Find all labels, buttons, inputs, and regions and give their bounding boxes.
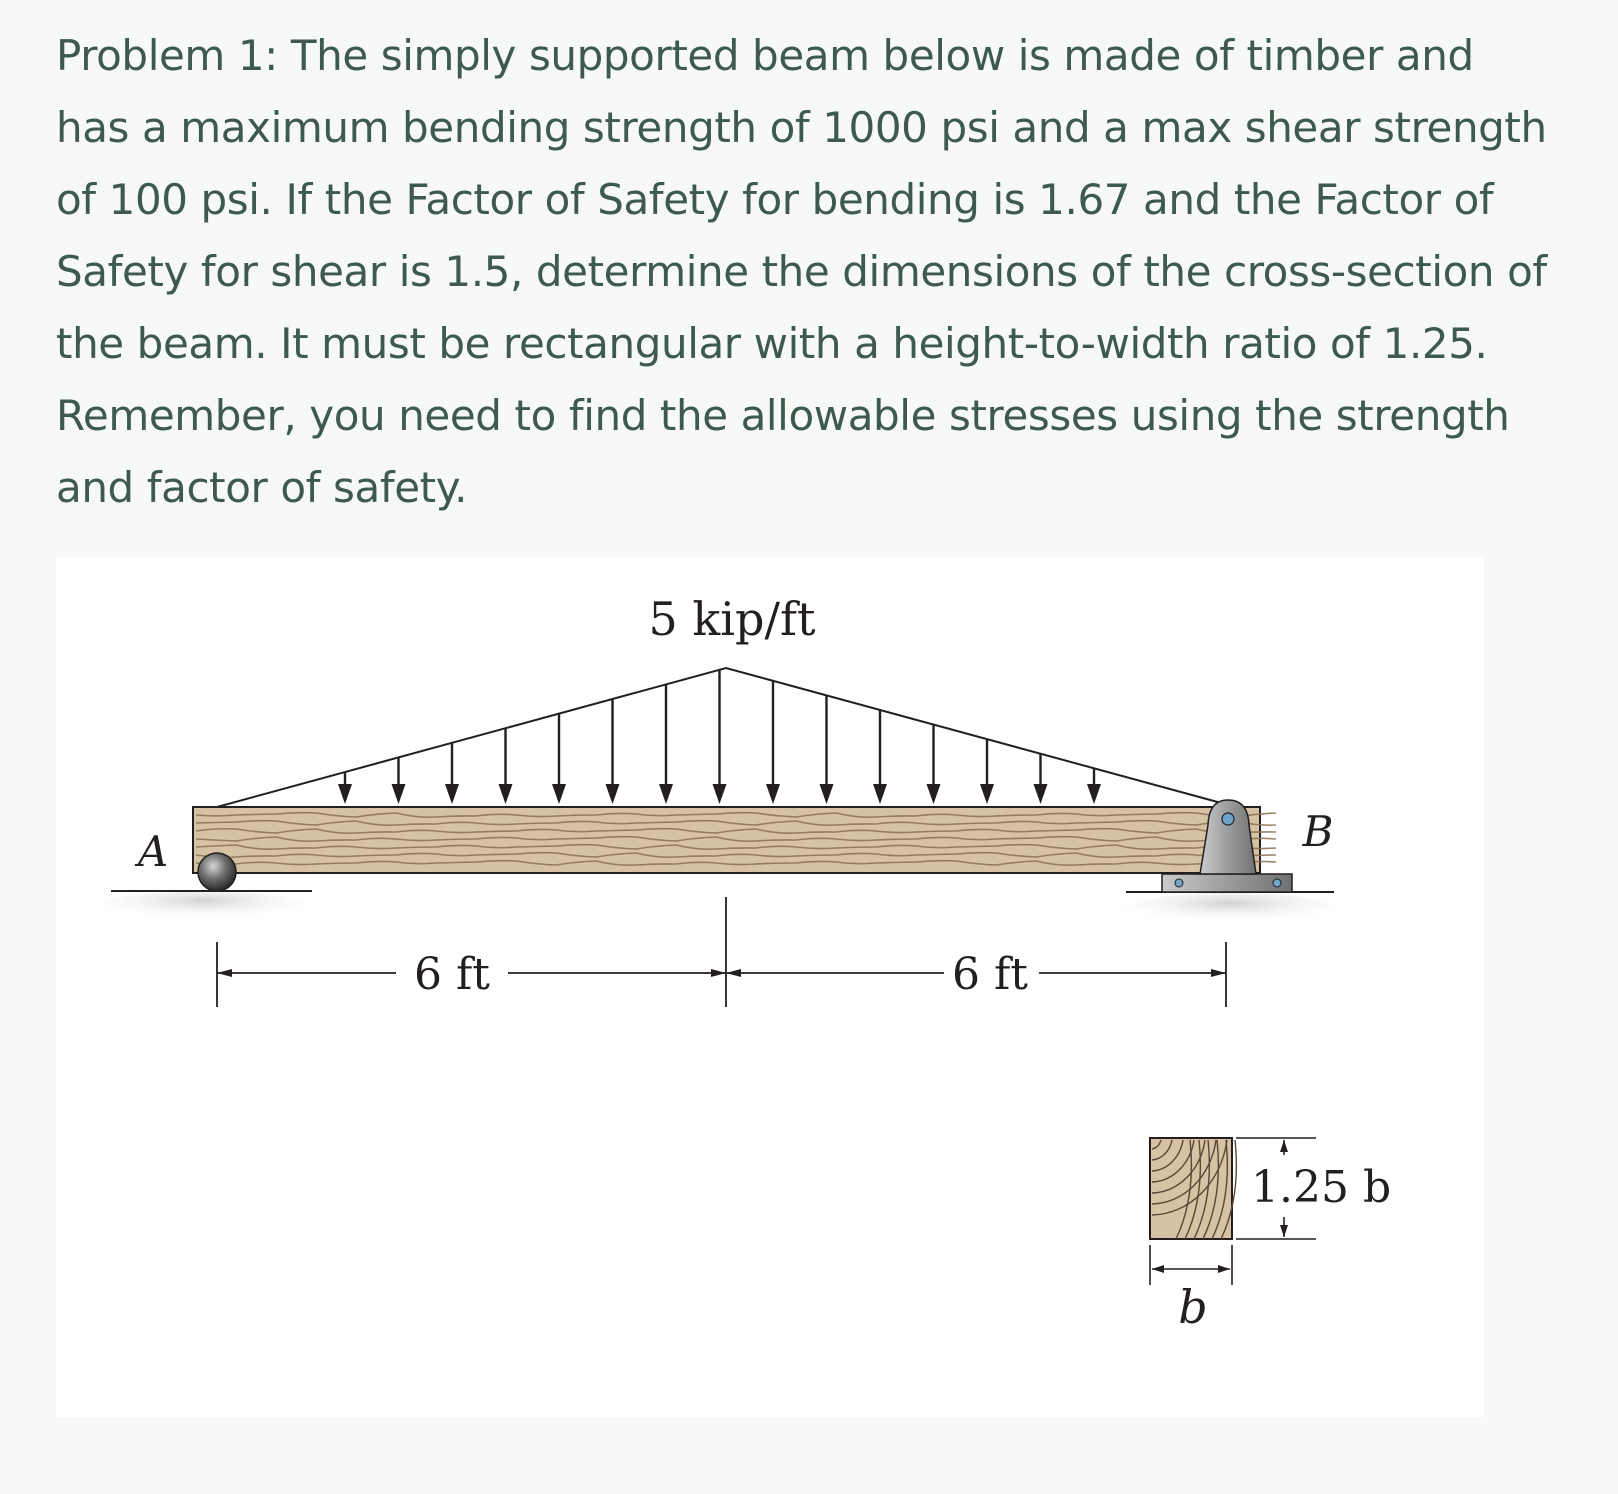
section-height-label-text: 1.25 b (1251, 1162, 1392, 1213)
dim-arrow (726, 969, 741, 977)
support-b-label: B (1302, 807, 1334, 856)
load-envelope (217, 668, 1236, 807)
dim-arrow (1280, 1140, 1288, 1152)
distributed-load (217, 668, 1236, 807)
load-label: 5 kip/ft (648, 592, 816, 646)
beam-diagram (56, 557, 1484, 1417)
span-left-label: 6 ft (414, 949, 490, 1000)
dim-arrow (217, 969, 232, 977)
load-arrow-head (445, 784, 459, 804)
dim-arrow (1280, 1225, 1288, 1237)
dim-arrow (711, 969, 726, 977)
problem-statement: Problem 1: The simply supported beam below is made of timber and has a maximum bending strength of 1000 psi and a max shear strength of 100 psi. If the Factor of Safety for bending is 1.67 and the Factor of Safety for shear is 1.5, determine the dimensions of the cross-section of the beam. It must be rectangular with a height-to-width ratio of 1.25. Remember, you need to find the allowable stresses using the strength and factor of safety. (56, 31, 1547, 512)
load-arrow-head (1034, 784, 1048, 804)
beam-figure (56, 557, 1484, 1417)
timber-beam (193, 807, 1276, 873)
load-arrow-head (659, 784, 673, 804)
load-arrow-head (1087, 784, 1101, 804)
load-arrow-head (820, 784, 834, 804)
section-width-label: b (1178, 1280, 1208, 1334)
load-arrow-head (766, 784, 780, 804)
bolt-icon (1273, 879, 1281, 887)
load-arrow-head (338, 784, 352, 804)
span-right-label: 6 ft (952, 949, 1028, 1000)
roller-icon (198, 853, 236, 891)
load-arrow-head (552, 784, 566, 804)
load-arrow-head (713, 784, 727, 804)
load-arrow-head (873, 784, 887, 804)
load-arrow-head (499, 784, 513, 804)
dim-arrow (1218, 1265, 1230, 1273)
load-arrow-head (980, 784, 994, 804)
ground-a (98, 891, 308, 923)
pin-icon (1222, 813, 1234, 825)
bolt-icon (1175, 879, 1183, 887)
ground-b (1121, 893, 1341, 927)
load-arrow-head (606, 784, 620, 804)
dim-arrow (1211, 969, 1226, 977)
section-height-label (1251, 1162, 1391, 1213)
load-arrow-head (927, 784, 941, 804)
support-a-label: A (137, 827, 169, 876)
span-dimensions (217, 897, 1226, 1007)
load-arrows (338, 670, 1101, 804)
load-arrow-head (392, 784, 406, 804)
dim-arrow (1152, 1265, 1164, 1273)
